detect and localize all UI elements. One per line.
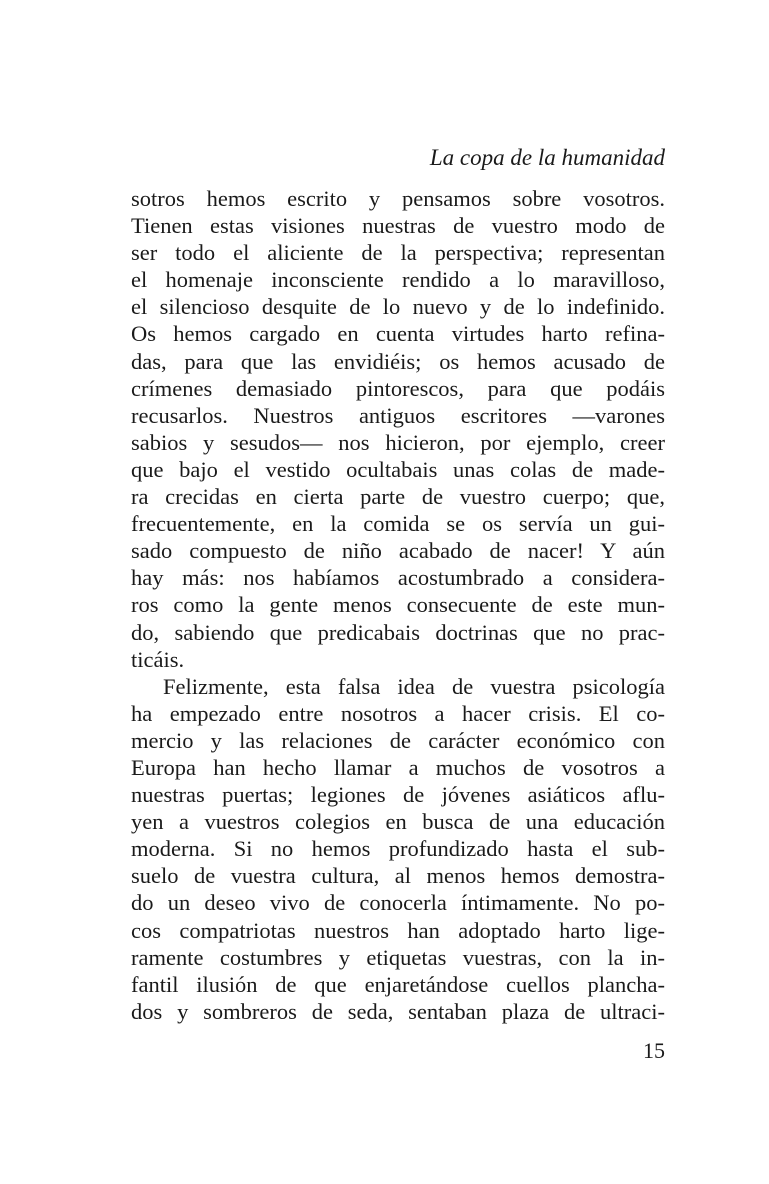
text-line: Tienen estas visiones nuestras de vuestro modo de: [131, 213, 665, 239]
text-line: moderna. Si no hemos profundizado hasta el sub-: [131, 836, 665, 862]
text-line: que bajo el vestido ocultabais unas colas de made-: [131, 456, 665, 482]
text-line: crímenes demasiado pintorescos, para que podáis: [131, 375, 665, 401]
paragraph-start-line: Felizmente, esta falsa idea de vuestra psicología: [163, 673, 665, 699]
text-line: sotros hemos escrito y pensamos sobre vosotros.: [131, 186, 665, 211]
text-line: nuestras puertas; legiones de jóvenes asiáticos aflu-: [131, 782, 665, 808]
text-line: ser todo el aliciente de la perspectiva; representan: [131, 240, 665, 266]
text-line: do, sabiendo que predicabais doctrinas que no prac-: [131, 619, 665, 645]
text-line: cos compatriotas nuestros han adoptado harto lige-: [131, 917, 665, 943]
text-line: ramente costumbres y etiquetas vuestras, con la in-: [131, 944, 665, 970]
text-line: el silencioso desquite de lo nuevo y de lo indefinido.: [131, 294, 665, 320]
text-line: mercio y las relaciones de carácter económico con: [131, 727, 665, 753]
text-line: yen a vuestros colegios en busca de una educación: [131, 809, 665, 835]
page-number: 15: [643, 1038, 665, 1063]
text-line: recusarlos. Nuestros antiguos escritores —varones: [131, 402, 665, 428]
running-head: La copa de la humanidad: [429, 145, 665, 170]
text-line: Os hemos cargado en cuenta virtudes harto refina-: [131, 321, 665, 347]
text-line: el homenaje inconsciente rendido a lo maravilloso,: [131, 267, 665, 293]
text-line: Europa han hecho llamar a muchos de vosotros a: [131, 754, 665, 780]
text-line: ros como la gente menos consecuente de este mun-: [131, 592, 665, 618]
text-line: do un deseo vivo de conocerla íntimamente. No po-: [131, 890, 665, 916]
text-line: frecuentemente, en la comida se os servía un gui-: [131, 511, 665, 537]
body-text: [131, 185, 665, 1025]
text-line: sabios y sesudos— nos hicieron, por ejemplo, creer: [131, 429, 665, 455]
text-line: ha empezado entre nosotros a hacer crisis. El co-: [131, 700, 665, 726]
text-line: hay más: nos habíamos acostumbrado a considera-: [131, 565, 665, 591]
text-line: ra crecidas en cierta parte de vuestro cuerpo; que,: [131, 484, 665, 510]
text-line: dos y sombreros de seda, sentaban plaza de ultraci-: [131, 998, 665, 1024]
text-line: sado compuesto de niño acabado de nacer! Y aún: [131, 538, 665, 564]
text-line: das, para que las envidiéis; os hemos acusado de: [131, 348, 665, 374]
text-line: fantil ilusión de que enjaretándose cuellos plancha-: [131, 971, 665, 997]
paragraph-end-line: ticáis.: [131, 646, 185, 672]
text-line: suelo de vuestra cultura, al menos hemos demostra-: [131, 863, 665, 889]
